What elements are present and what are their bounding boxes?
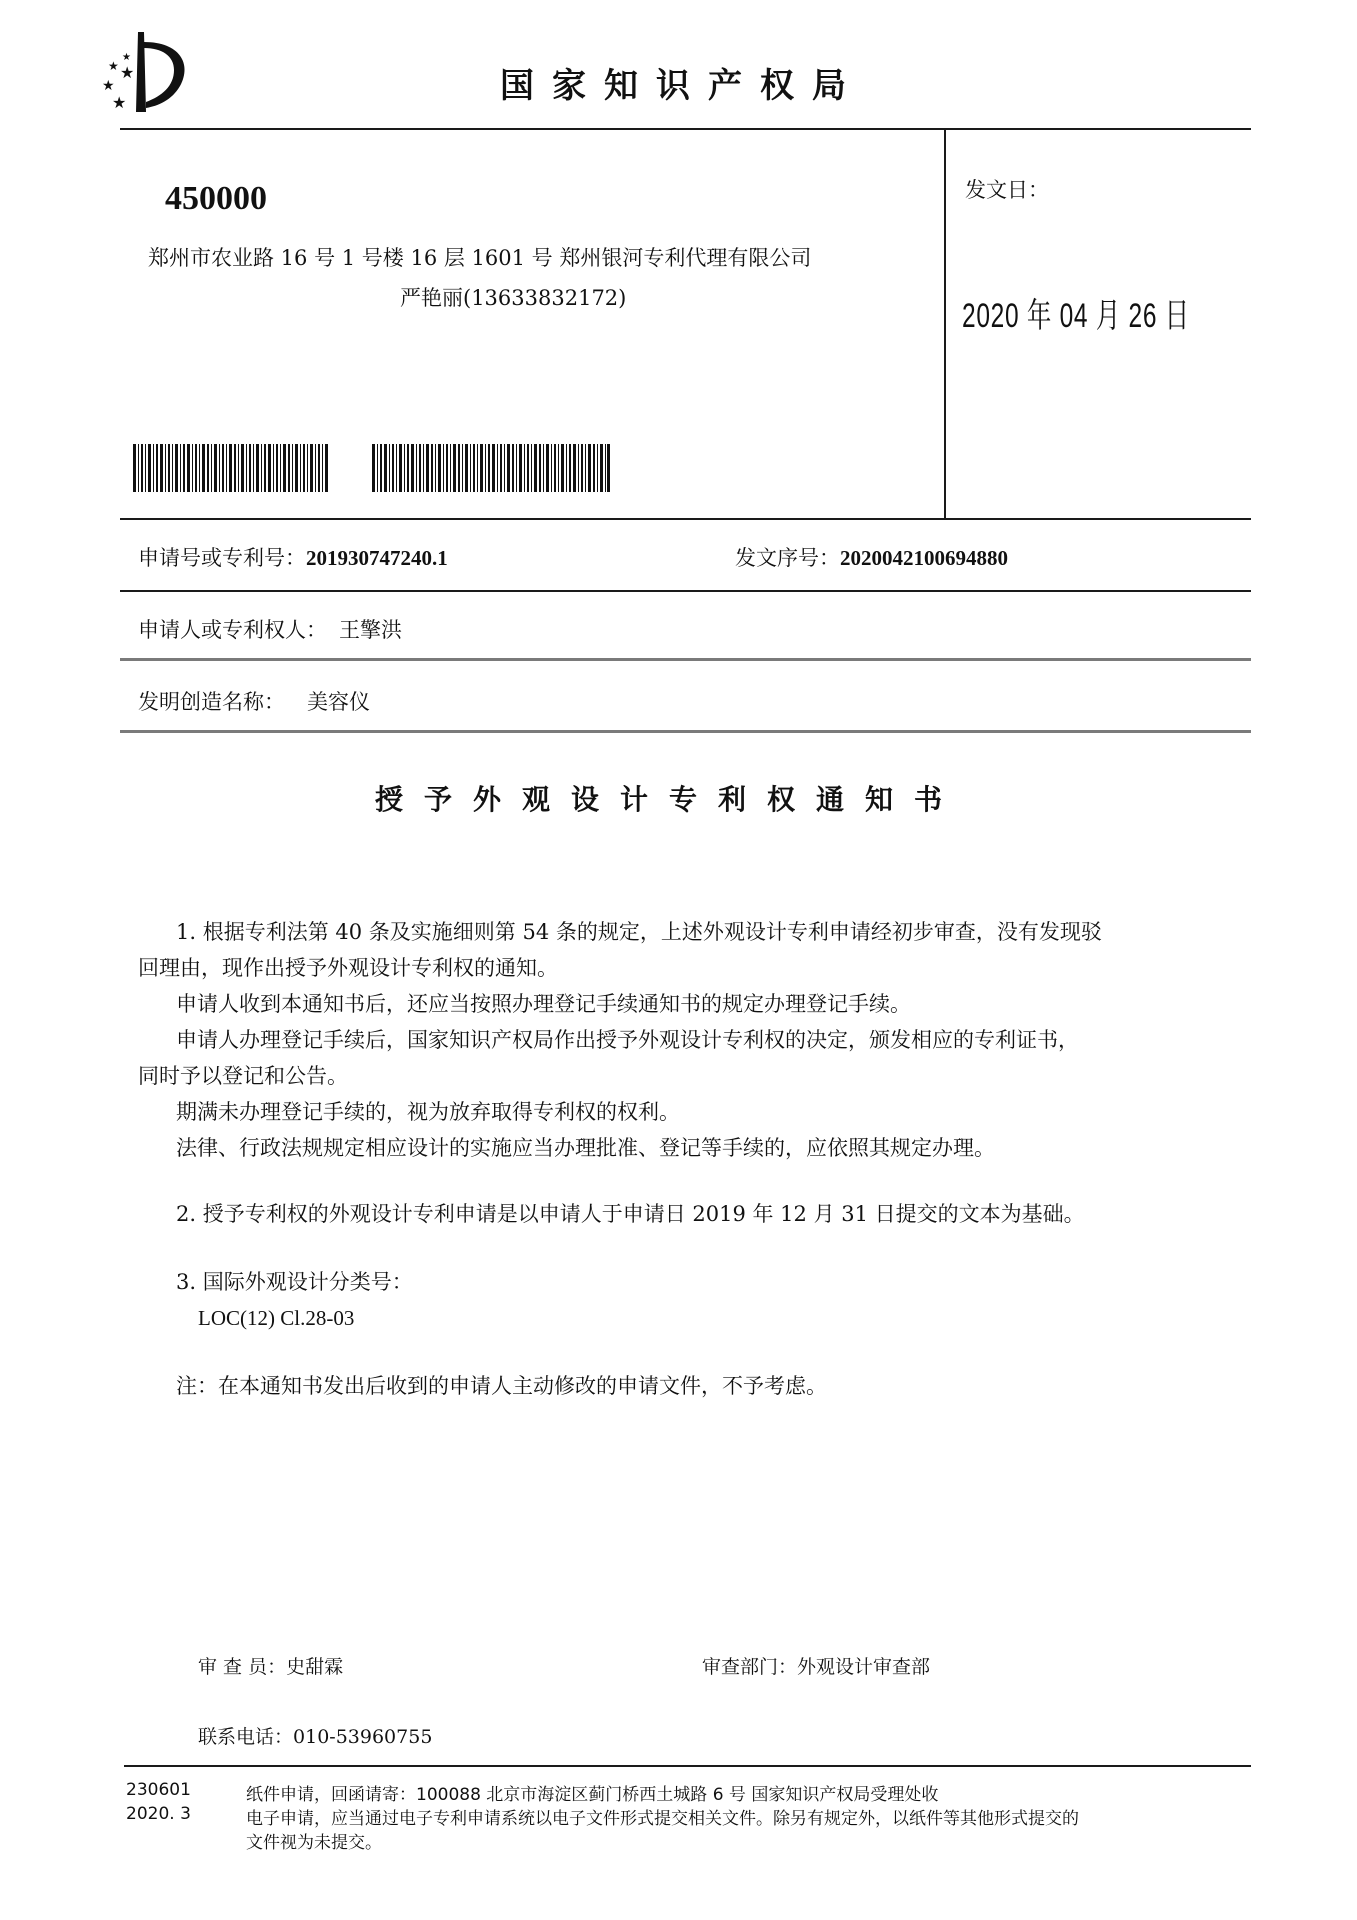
serial-value: 2020042100694880 (840, 546, 1008, 570)
svg-text:★: ★ (102, 78, 115, 94)
footer-line-3: 文件视为未提交。 (246, 1833, 382, 1853)
examiner-value: 史甜霖 (286, 1656, 344, 1678)
application-number-label: 申请号或专利号： (138, 546, 306, 570)
phone-value: 010-53960755 (293, 1726, 433, 1748)
paragraph-4: 期满未办理登记手续的，视为放弃取得专利权的权利。 (176, 1100, 680, 1124)
department-label: 审查部门： (702, 1656, 798, 1678)
application-number-value: 201930747240.1 (306, 546, 448, 570)
form-version: 2020. 3 (126, 1804, 191, 1824)
invention-value: 美容仪 (307, 690, 370, 714)
svg-text:★: ★ (122, 52, 131, 63)
invention-label: 发明创造名称： (138, 690, 285, 714)
recipient-contact: 严艳丽(13633832172) (400, 286, 627, 310)
paragraph-2: 申请人收到本通知书后，还应当按照办理登记手续通知书的规定办理登记手续。 (176, 992, 911, 1016)
row-divider-2 (120, 658, 1251, 661)
serial-row (735, 542, 1008, 572)
note: 注：在本通知书发出后收到的申请人主动修改的申请文件，不予考虑。 (176, 1374, 827, 1398)
recipient-address: 郑州市农业路 16 号 1 号楼 16 层 1601 号 郑州银河专利代理有限公司 (148, 246, 812, 270)
svg-text:★: ★ (120, 63, 135, 82)
notice-title: 授予外观设计专利权通知书 (375, 783, 964, 816)
invention-row (138, 686, 370, 716)
item-3-label: 3. 国际外观设计分类号： (176, 1270, 413, 1294)
barcode-divider (120, 518, 1251, 520)
phone-row (198, 1722, 432, 1749)
postal-code: 450000 (165, 180, 267, 217)
application-number-row (138, 542, 448, 572)
svg-text:★: ★ (108, 59, 119, 73)
paragraph-3-line-1: 申请人办理登记手续后，国家知识产权局作出授予外观设计专利权的决定，颁发相应的专利证书， (176, 1028, 1079, 1052)
row-divider-3 (120, 730, 1251, 733)
paragraph-1-line-1: 1. 根据专利法第 40 条及实施细则第 54 条的规定，上述外观设计专利申请经初步审查，没有发现驳 (176, 920, 1102, 944)
examiner-row (198, 1652, 343, 1679)
form-code: 230601 (126, 1780, 191, 1800)
applicant-value: 王擎洪 (339, 618, 402, 642)
applicant-row (138, 614, 402, 644)
header-divider (120, 128, 1251, 130)
footer-line-1: 纸件申请，回函请寄：100088 北京市海淀区蓟门桥西土城路 6 号 国家知识产权局受理处收 (246, 1785, 939, 1805)
barcode-document-serial (372, 444, 610, 492)
examiner-label: 审 查 员： (198, 1656, 287, 1678)
issue-date-label: 发文日： (965, 178, 1049, 202)
issue-date-value: 2020 年 04 月 26 日 (962, 297, 1190, 335)
footer-line-2: 电子申请，应当通过电子专利申请系统以电子文件形式提交相关文件。除另有规定外，以纸件等其他形式提交的 (246, 1809, 1079, 1829)
department-value: 外观设计审查部 (797, 1656, 931, 1678)
serial-label: 发文序号： (735, 546, 840, 570)
cnipa-logo-icon (100, 24, 200, 124)
item-2: 2. 授予专利权的外观设计专利申请是以申请人于申请日 2019 年 12 月 31 日提交的文本为基础。 (176, 1202, 1085, 1226)
barcode-application-number (133, 444, 329, 492)
item-3-value: LOC(12) Cl.28-03 (198, 1306, 355, 1330)
date-column-divider (944, 128, 946, 518)
phone-label: 联系电话： (198, 1726, 294, 1748)
applicant-label: 申请人或专利权人： (138, 618, 327, 642)
paragraph-3-line-2: 同时予以登记和公告。 (138, 1064, 348, 1088)
paragraph-1-line-2: 回理由，现作出授予外观设计专利权的通知。 (138, 956, 558, 980)
paragraph-5: 法律、行政法规规定相应设计的实施应当办理批准、登记等手续的，应依照其规定办理。 (176, 1136, 995, 1160)
organization-title: 国家知识产权局 (500, 66, 864, 106)
svg-text:★: ★ (112, 93, 127, 112)
row-divider-1 (120, 590, 1251, 592)
department-row (702, 1652, 930, 1679)
footer-divider (124, 1765, 1251, 1767)
